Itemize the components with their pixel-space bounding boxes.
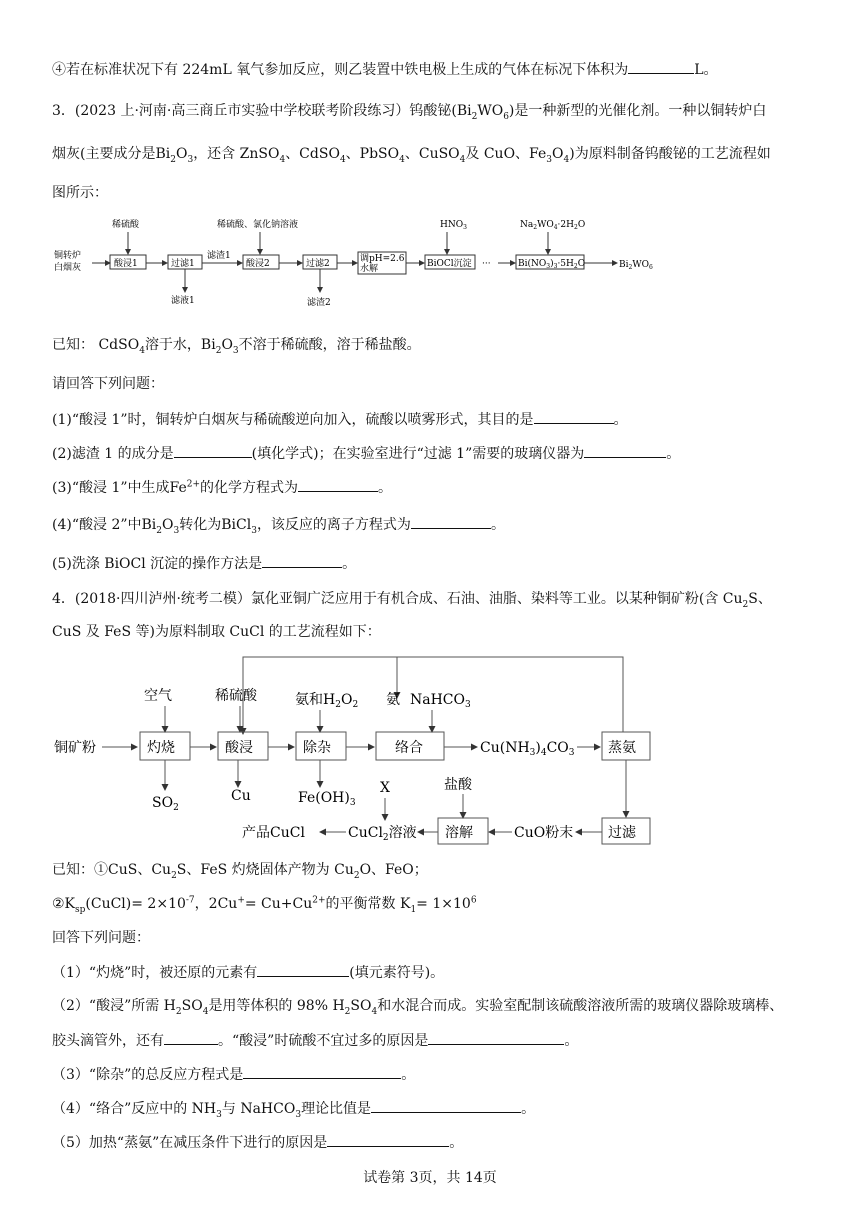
q4-sub4: （4）“络合”反应中的 $NH_3$与 NaHCO$_3$理论比值是 。 bbox=[52, 1098, 535, 1119]
q3-hno3-label: $HNO_3$ bbox=[440, 220, 467, 231]
q4-known2-b: (CuCl)= 2×10 bbox=[85, 896, 186, 912]
q3-sub4: (4)“酸浸 2”中$Bi_2O_3$转化为BiCl$_3$，该反应的离子方程式为 。 bbox=[52, 514, 505, 535]
answer-blank[interactable] bbox=[243, 1064, 401, 1079]
q4-known2-sub: sp bbox=[75, 904, 86, 915]
q3-acid1-label: 稀硫酸 bbox=[112, 220, 140, 230]
answer-blank[interactable] bbox=[164, 1030, 218, 1045]
q4-air-label: 空气 bbox=[144, 688, 172, 704]
q4-cuamm-label: $Cu(NH_3)_4CO_3$ bbox=[480, 740, 575, 758]
q3-sub3-tail: 的化学方程式为 bbox=[200, 480, 299, 496]
q4-sub3-end: 。 bbox=[401, 1067, 416, 1083]
q4-known2-e: 的平衡常数 K bbox=[325, 896, 411, 912]
q4-known2-c: ，2Cu bbox=[194, 896, 238, 912]
q4-filter-label: 过滤 bbox=[608, 825, 636, 841]
q3-residue1-out: 滤液1 bbox=[171, 296, 195, 306]
q4-known2-sup3: 2+ bbox=[312, 895, 326, 906]
q4-flow-diagram bbox=[52, 652, 662, 847]
q3-sub4-text: (4)“酸浸 2”中 bbox=[52, 517, 142, 533]
q3-sub4-tail: ，该反应的离子方程式为 bbox=[256, 517, 411, 533]
q3-ph-label2: 水解 bbox=[360, 264, 379, 274]
q3-intro-line2: 烟灰(主要成分是$Bi_2O_3$，还含 ZnSO$_4$、CdSO$_4$、PbSO$_4$、CuSO$_4$及 CuO、$Fe_3O_4$)为原料制备钨酸铋的工艺流程如 bbox=[52, 146, 771, 165]
q4-known2 bbox=[52, 894, 477, 914]
q4-feoh3-label: $Fe(OH)_3$ bbox=[298, 790, 356, 808]
q4-sub3-text: （3）“除杂”的总反应方程式是 bbox=[52, 1067, 244, 1083]
q3-sub3-text: (3)“酸浸 1”中生成 bbox=[52, 480, 170, 496]
q3-intro-line1: 3．(2023 上·河南·高三商丘市实验中学校联考阶段练习）钨酸铋$(Bi_2WO_6)$是一种新型的光催化剂。一种以铜转炉白 bbox=[52, 103, 767, 122]
q3-sub1-text: (1)“酸浸 1”时，铜转炉白烟灰与稀硫酸逆向加入，硫酸以喷雾形式，其目的是 bbox=[52, 412, 534, 428]
q4-sub2-line2-mid: 。“酸浸”时硫酸不宜过多的原因是 bbox=[218, 1033, 429, 1049]
q4-known1-c: O、FeO； bbox=[359, 862, 428, 878]
prev-question-text: ④若在标准状况下有 224mL 氧气参加反应，则乙装置中铁电极上生成的气体在标况下体积为 bbox=[52, 62, 629, 78]
q4-known2-sup2: + bbox=[237, 895, 245, 906]
q4-sub4-text: （4）“络合”反应中的 NH bbox=[52, 1101, 217, 1117]
q3-residue2-out: 滤渣2 bbox=[307, 298, 331, 308]
q4-sub5-end: 。 bbox=[449, 1135, 464, 1151]
q3-filter1-label: 过滤1 bbox=[171, 259, 195, 269]
q4-leach-label: 酸浸 bbox=[225, 740, 253, 756]
q3-sub5 bbox=[52, 553, 356, 574]
answer-blank[interactable] bbox=[298, 477, 378, 492]
q3-leach2-label: 酸浸2 bbox=[246, 259, 270, 269]
q4-sub2-b: SO bbox=[181, 998, 203, 1014]
answer-blank[interactable] bbox=[584, 443, 666, 458]
q3-sub3-fe: Fe bbox=[169, 480, 187, 496]
q4-sub1-text: （1）“灼烧”时，被还原的元素有 bbox=[52, 965, 258, 981]
answer-blank[interactable] bbox=[411, 514, 491, 529]
q4-sub2-c: 是用等体积的 98% H bbox=[208, 998, 345, 1014]
q3-biocl-label: BiOCl沉淀 bbox=[427, 259, 472, 269]
q4-ammonia-label: 氨 bbox=[386, 692, 400, 708]
q3-bi2: Bi bbox=[155, 146, 171, 162]
q4-sub2-line2 bbox=[52, 1030, 578, 1051]
answer-blank[interactable] bbox=[327, 1132, 449, 1147]
q4-known1: 已知：①CuS、$Cu_2S$、FeS 灼烧固体产物为 $Cu_2O$、FeO； bbox=[52, 862, 428, 881]
q3-ellipsis: ··· bbox=[482, 259, 491, 269]
q4-cu-label: Cu bbox=[231, 788, 251, 804]
q4-intro-line2: CuS 及 FeS 等)为原料制取 CuCl 的工艺流程如下： bbox=[52, 624, 381, 640]
q3-acid2-label: 稀硫酸、氯化钠溶液 bbox=[217, 220, 299, 230]
q3-o4: O bbox=[552, 146, 564, 162]
q4-sub5-text: （5）加热“蒸氨”在减压条件下进行的原因是 bbox=[52, 1135, 328, 1151]
q4-sub2-d: SO bbox=[350, 998, 372, 1014]
q3-ph-label1: 调pH=2.6 bbox=[360, 254, 405, 264]
q4-sub2-text: （2）“酸浸”所需 H bbox=[52, 998, 176, 1014]
q3-intro2-end: )为原料制备钨酸铋的工艺流程如 bbox=[569, 146, 771, 162]
q4-intro-line1 bbox=[52, 589, 772, 609]
q3-sub2-mid: (填化学式)；在实验室进行“过滤 1”需要的玻璃仪器为 bbox=[251, 446, 585, 462]
answer-blank[interactable] bbox=[262, 553, 342, 568]
q3-sub2 bbox=[52, 443, 680, 464]
q4-sub4-b: 与 NaHCO bbox=[221, 1101, 296, 1117]
q4-cuo-label: CuO粉末 bbox=[514, 825, 574, 841]
q4-dissolve-label: 溶解 bbox=[445, 825, 473, 841]
q4-known2-a: ②K bbox=[52, 896, 76, 912]
prev-question-end: L。 bbox=[694, 62, 718, 78]
q3-sub4-end: 。 bbox=[490, 517, 505, 533]
prev-question-line bbox=[52, 59, 718, 80]
q3-sub3-end: 。 bbox=[378, 480, 393, 496]
q3-cuso4: 、CuSO bbox=[404, 146, 460, 162]
q4-ore-label: 铜矿粉 bbox=[54, 740, 96, 756]
q3-flow-diagram bbox=[52, 212, 692, 312]
q4-sub2-line2-text: 胶头滴管外，还有 bbox=[52, 1033, 164, 1049]
q3-wo: WO bbox=[477, 103, 504, 119]
q4-known1-b: S、FeS 灼烧固体产物为 Cu bbox=[176, 862, 354, 878]
q3-known: 已知： CdSO$_4$溶于水，$Bi_2O_3$不溶于稀硫酸，溶于稀盐酸。 bbox=[52, 337, 421, 356]
q3-ask: 请回答下列问题： bbox=[52, 376, 164, 392]
q4-known2-sup: -7 bbox=[185, 895, 195, 906]
q3-sub2-text: (2)滤渣 1 的成分是 bbox=[52, 446, 174, 462]
answer-blank[interactable] bbox=[257, 962, 349, 977]
q4-intro1-end: S、 bbox=[748, 591, 772, 607]
q3-filter2-label: 过滤2 bbox=[306, 259, 330, 269]
q4-product-label: 产品CuCl bbox=[242, 825, 305, 841]
q4-complex-label: 络合 bbox=[395, 740, 423, 756]
q4-h2o2-label: 氨和$H_2O_2$ bbox=[295, 692, 359, 710]
q3-sub3-sup: 2+ bbox=[186, 479, 201, 490]
q4-cucl2-label: CuCl$_2$溶液 bbox=[348, 825, 417, 843]
q4-roast-label: 灼烧 bbox=[147, 740, 175, 756]
q3-o3: O bbox=[175, 146, 188, 162]
q3-intro2-tail: ，还含 ZnSO bbox=[193, 146, 280, 162]
q3-sub1-end: 。 bbox=[613, 412, 628, 428]
q4-sub3 bbox=[52, 1064, 415, 1085]
page-footer: 试卷第 3页，共 14页 bbox=[363, 1170, 497, 1186]
q3-bi: Bi bbox=[456, 103, 472, 119]
answer-blank[interactable] bbox=[371, 1098, 521, 1113]
q4-known2-f: = 1×10 bbox=[416, 896, 471, 912]
q4-hcl-label: 盐酸 bbox=[444, 777, 472, 793]
q4-acid-label: 稀硫酸 bbox=[215, 688, 257, 704]
q3-known-c: O bbox=[221, 337, 233, 353]
q3-intro1-tail: )是一种新型的光催化剂。一种以铜转炉白 bbox=[508, 103, 767, 119]
q4-intro1: 4．(2018·四川泸州·统考二模）氯化亚铜广泛应用于有机合成、石油、油脂、染料等工业。以某种铜矿粉(含 Cu bbox=[52, 591, 743, 607]
answer-blank[interactable] bbox=[534, 409, 614, 424]
q3-raw-label2: 白烟灰 bbox=[54, 263, 82, 273]
answer-blank[interactable] bbox=[428, 1030, 564, 1045]
q3-sub5-end: 。 bbox=[342, 556, 357, 572]
q4-intro1-sub: 2 bbox=[742, 599, 749, 610]
q4-known2-sub2: 1 bbox=[410, 904, 417, 915]
q3-sub4-bicl: BiCl bbox=[221, 517, 252, 533]
q3-sub4-bi: Bi bbox=[141, 517, 157, 533]
q3-intro2: 烟灰(主要成分是 bbox=[52, 146, 156, 162]
q4-sub2-line1: （2）“酸浸”所需 $H_2SO_4$是用等体积的 98% $H_2SO_4$和水混合而成。实验室配制该硫酸溶液所需的玻璃仪器除玻璃棒、 bbox=[52, 998, 784, 1017]
answer-blank[interactable] bbox=[174, 443, 252, 458]
q4-sub1 bbox=[52, 962, 444, 983]
q3-sub5-text: (5)洗涤 BiOCl 沉淀的操作方法是 bbox=[52, 556, 263, 572]
q4-nahco3-label: NaHCO$_3$ bbox=[410, 692, 471, 710]
q3-leach1-label: 酸浸1 bbox=[114, 259, 138, 269]
q3-raw-label1: 铜转炉 bbox=[54, 251, 82, 261]
q3-known-b: 溶于水，Bi bbox=[144, 337, 216, 353]
q4-sub4-end: 。 bbox=[521, 1101, 536, 1117]
q3-residue1-mid: 滤渣1 bbox=[207, 251, 231, 261]
q3-known-a: 已知： CdSO bbox=[52, 337, 140, 353]
q4-sub5 bbox=[52, 1132, 463, 1153]
q3-pbso4: 、PbSO bbox=[345, 146, 400, 162]
q4-x-label: X bbox=[380, 780, 390, 796]
q4-sub4-c: 理论比值是 bbox=[301, 1101, 372, 1117]
q4-sub2-line2-end: 。 bbox=[564, 1033, 579, 1049]
q4-ask: 回答下列问题： bbox=[52, 930, 150, 946]
q3-intro-line3: 图所示： bbox=[52, 185, 108, 201]
q4-known2-sup4: 6 bbox=[470, 895, 477, 906]
q3-cuo: 及 CuO、Fe bbox=[465, 146, 547, 162]
q3-sub3 bbox=[52, 477, 392, 498]
q4-sub2-e: 和水混合而成。实验室配制该硫酸溶液所需的玻璃仪器除玻璃棒、 bbox=[377, 998, 784, 1014]
q3-known-d: 不溶于稀硫酸，溶于稀盐酸。 bbox=[238, 337, 421, 353]
q3-cdso4: 、CdSO bbox=[285, 146, 340, 162]
q3-sub2-end: 。 bbox=[666, 446, 681, 462]
q4-so2-label: $SO_2$ bbox=[152, 795, 179, 813]
q3-na2wo4-label: $Na_2WO_4\cdot 2H_2O$ bbox=[520, 220, 586, 231]
q4-known2-d: = Cu+Cu bbox=[244, 896, 313, 912]
q3-product-label: $Bi_2WO_6$ bbox=[619, 260, 653, 271]
q3-sub4-o: O bbox=[162, 517, 174, 533]
q3-sub1 bbox=[52, 409, 628, 430]
answer-blank[interactable] bbox=[628, 59, 694, 74]
q4-sub1-end: (填元素符号)。 bbox=[349, 965, 445, 981]
q3-binit-label: $Bi(NO_3)_3\cdot 5H_2O$ bbox=[518, 259, 586, 270]
q3-sub4-mid: 转化为 bbox=[179, 517, 222, 533]
q4-known1-a: 已知：①CuS、Cu bbox=[52, 862, 172, 878]
q4-steam-label: 蒸氨 bbox=[608, 740, 636, 756]
q4-purify-label: 除杂 bbox=[303, 740, 331, 756]
q3-intro1: 3．(2023 上·河南·高三商丘市实验中学校联考阶段练习）钨酸铋( bbox=[52, 103, 457, 119]
